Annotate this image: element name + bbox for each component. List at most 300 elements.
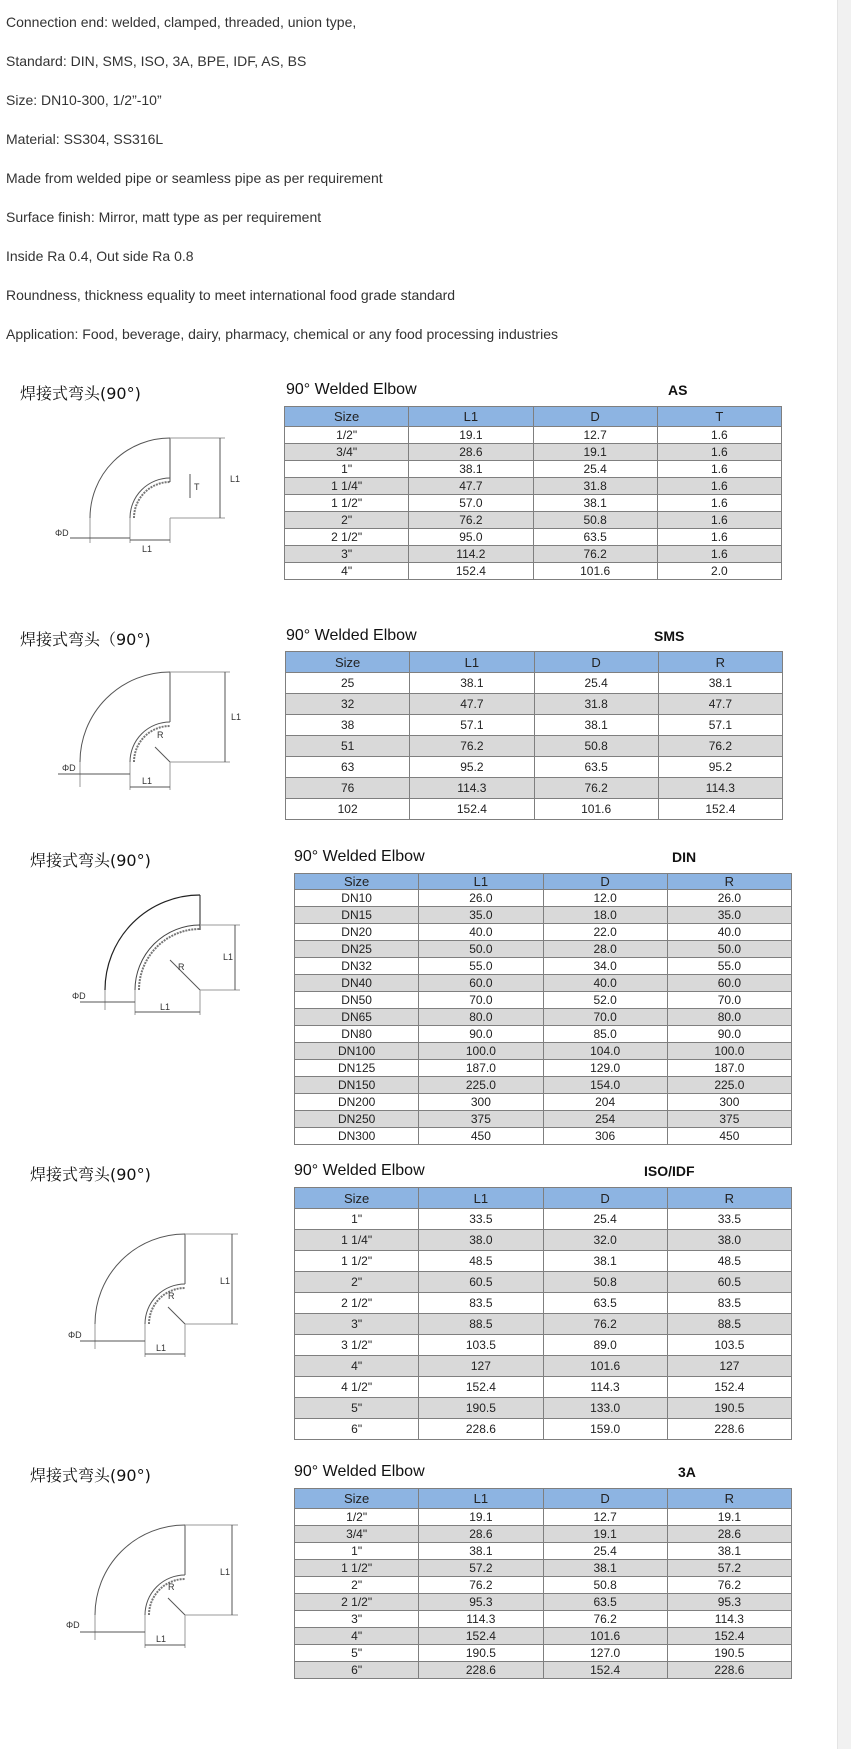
phi-d-label: ΦD bbox=[55, 528, 69, 538]
table-cell: 47.7 bbox=[658, 694, 782, 715]
table-cell: 32.0 bbox=[543, 1230, 667, 1251]
table-cell: 40.0 bbox=[667, 924, 791, 941]
table-cell: 88.5 bbox=[419, 1314, 543, 1335]
table-cell: 28.6 bbox=[667, 1526, 791, 1543]
table-cell: 57.1 bbox=[658, 715, 782, 736]
table-cell: 25 bbox=[286, 673, 410, 694]
table-row bbox=[285, 427, 782, 444]
table-cell: DN80 bbox=[295, 1026, 419, 1043]
table-cell: 19.1 bbox=[533, 444, 657, 461]
table-cell: 152.4 bbox=[419, 1628, 543, 1645]
table-cell: 35.0 bbox=[419, 907, 543, 924]
table-row bbox=[285, 529, 782, 546]
table-cell: 450 bbox=[419, 1128, 543, 1145]
table-cell: 57.2 bbox=[419, 1560, 543, 1577]
table-cell: 70.0 bbox=[543, 1009, 667, 1026]
section-en-title: 90° Welded Elbow bbox=[286, 381, 417, 398]
table-cell: 38.1 bbox=[533, 495, 657, 512]
table-cell: 22.0 bbox=[543, 924, 667, 941]
table-cell: 80.0 bbox=[419, 1009, 543, 1026]
table-cell: 63.5 bbox=[534, 757, 658, 778]
table-cell: DN250 bbox=[295, 1111, 419, 1128]
table-cell: 89.0 bbox=[543, 1335, 667, 1356]
table-row bbox=[286, 694, 783, 715]
table-cell: 55.0 bbox=[667, 958, 791, 975]
spec-line-material: Material: SS304, SS316L bbox=[6, 131, 164, 147]
table-cell: 57.1 bbox=[410, 715, 534, 736]
table-cell: 38.1 bbox=[419, 1543, 543, 1560]
table-cell: 1 1/4" bbox=[295, 1230, 419, 1251]
table-cell: 101.6 bbox=[543, 1356, 667, 1377]
table-cell: 228.6 bbox=[419, 1662, 543, 1679]
table-cell: 114.3 bbox=[419, 1611, 543, 1628]
table-row bbox=[295, 1335, 792, 1356]
table-cell: 1" bbox=[295, 1543, 419, 1560]
r-label: R bbox=[168, 1291, 175, 1301]
table-cell: 5" bbox=[295, 1398, 419, 1419]
table-cell: 25.4 bbox=[543, 1543, 667, 1560]
table-row bbox=[286, 673, 783, 694]
phi-d-label: ΦD bbox=[66, 1620, 80, 1630]
section-en-title: 90° Welded Elbow bbox=[294, 1463, 425, 1480]
elbow-with-radius-icon bbox=[60, 890, 260, 1025]
section-cn-title: 焊接式弯头(90°) bbox=[30, 851, 151, 870]
table-cell: 25.4 bbox=[533, 461, 657, 478]
spec-table-3a bbox=[294, 1488, 792, 1679]
table-cell: 28.6 bbox=[419, 1526, 543, 1543]
table-cell: 31.8 bbox=[533, 478, 657, 495]
table-row bbox=[295, 1060, 792, 1077]
table-cell: 88.5 bbox=[667, 1314, 791, 1335]
table-cell: 33.5 bbox=[667, 1209, 791, 1230]
column-header: D bbox=[543, 1188, 667, 1209]
table-cell: 152.4 bbox=[667, 1628, 791, 1645]
table-cell: DN150 bbox=[295, 1077, 419, 1094]
table-cell: 38.1 bbox=[658, 673, 782, 694]
column-header: L1 bbox=[410, 652, 534, 673]
table-cell: 38.1 bbox=[543, 1251, 667, 1272]
table-cell: 1.6 bbox=[657, 495, 781, 512]
table-cell: 375 bbox=[667, 1111, 791, 1128]
table-cell: 60.5 bbox=[667, 1272, 791, 1293]
table-cell: 95.2 bbox=[658, 757, 782, 778]
column-header: R bbox=[667, 1489, 791, 1509]
table-cell: 1/2" bbox=[295, 1509, 419, 1526]
l1-label: L1 bbox=[156, 1343, 167, 1353]
column-header: R bbox=[667, 1188, 791, 1209]
l1-label: L1 bbox=[160, 1002, 171, 1012]
column-header: R bbox=[667, 874, 791, 890]
table-cell: 127.0 bbox=[543, 1645, 667, 1662]
table-cell: 76.2 bbox=[658, 736, 782, 757]
table-cell: 114.3 bbox=[543, 1377, 667, 1398]
table-cell: 1 1/4" bbox=[285, 478, 409, 495]
table-cell: 114.3 bbox=[658, 778, 782, 799]
table-row bbox=[295, 1094, 792, 1111]
spec-table-sms bbox=[285, 651, 783, 820]
table-cell: 104.0 bbox=[543, 1043, 667, 1060]
table-row bbox=[295, 1077, 792, 1094]
table-cell: 1.6 bbox=[657, 444, 781, 461]
elbow-diagram bbox=[60, 1515, 260, 1655]
table-cell: 50.8 bbox=[543, 1577, 667, 1594]
table-cell: 2 1/2" bbox=[295, 1293, 419, 1314]
table-cell: 114.3 bbox=[410, 778, 534, 799]
table-cell: 114.3 bbox=[667, 1611, 791, 1628]
table-row bbox=[295, 1293, 792, 1314]
column-header: L1 bbox=[419, 874, 543, 890]
table-cell: 300 bbox=[667, 1094, 791, 1111]
table-row bbox=[295, 1026, 792, 1043]
elbow-with-radius-icon bbox=[50, 662, 250, 797]
table-cell: 225.0 bbox=[419, 1077, 543, 1094]
table-cell: 127 bbox=[667, 1356, 791, 1377]
table-cell: 33.5 bbox=[419, 1209, 543, 1230]
table-cell: 190.5 bbox=[419, 1645, 543, 1662]
spec-table-iso-idf bbox=[294, 1187, 792, 1440]
table-cell: 95.2 bbox=[410, 757, 534, 778]
table-cell: 187.0 bbox=[419, 1060, 543, 1077]
table-cell: 1/2" bbox=[285, 427, 409, 444]
elbow-with-radius-icon bbox=[60, 1229, 260, 1364]
table-cell: 60.0 bbox=[667, 975, 791, 992]
table-cell: 225.0 bbox=[667, 1077, 791, 1094]
table-row bbox=[295, 924, 792, 941]
table-row bbox=[295, 1251, 792, 1272]
table-cell: 375 bbox=[419, 1111, 543, 1128]
elbow-with-thickness-icon bbox=[50, 418, 250, 554]
table-cell: 83.5 bbox=[419, 1293, 543, 1314]
table-cell: 50.8 bbox=[533, 512, 657, 529]
elbow-diagram bbox=[50, 662, 250, 797]
table-cell: 101.6 bbox=[534, 799, 658, 820]
table-cell: DN300 bbox=[295, 1128, 419, 1145]
column-header: D bbox=[534, 652, 658, 673]
table-cell: 254 bbox=[543, 1111, 667, 1128]
table-cell: 28.0 bbox=[543, 941, 667, 958]
table-cell: 1.6 bbox=[657, 529, 781, 546]
table-cell: 190.5 bbox=[667, 1645, 791, 1662]
table-row bbox=[295, 890, 792, 907]
column-header: Size bbox=[295, 1188, 419, 1209]
table-cell: 2" bbox=[295, 1272, 419, 1293]
table-cell: 204 bbox=[543, 1094, 667, 1111]
column-header: R bbox=[658, 652, 782, 673]
l1-label: L1 bbox=[156, 1634, 167, 1644]
table-cell: 3" bbox=[295, 1314, 419, 1335]
table-cell: 5" bbox=[295, 1645, 419, 1662]
l1-label: L1 bbox=[230, 474, 241, 484]
column-header: Size bbox=[285, 407, 409, 427]
table-cell: DN32 bbox=[295, 958, 419, 975]
table-cell: 57.0 bbox=[409, 495, 533, 512]
table-row bbox=[295, 1560, 792, 1577]
table-cell: 1 1/2" bbox=[295, 1251, 419, 1272]
table-cell: 1.6 bbox=[657, 461, 781, 478]
table-cell: 19.1 bbox=[667, 1509, 791, 1526]
table-cell: 76.2 bbox=[419, 1577, 543, 1594]
table-cell: 228.6 bbox=[667, 1662, 791, 1679]
table-row bbox=[295, 1377, 792, 1398]
column-header: Size bbox=[286, 652, 410, 673]
table-cell: 50.0 bbox=[419, 941, 543, 958]
table-row bbox=[285, 512, 782, 529]
section-3a bbox=[0, 1460, 838, 1690]
table-row bbox=[295, 1209, 792, 1230]
table-cell: 12.7 bbox=[543, 1509, 667, 1526]
table-cell: 18.0 bbox=[543, 907, 667, 924]
table-cell: 2.0 bbox=[657, 563, 781, 580]
section-en-title: 90° Welded Elbow bbox=[286, 627, 417, 644]
table-cell: 12.0 bbox=[543, 890, 667, 907]
table-cell: 47.7 bbox=[409, 478, 533, 495]
section-en-title: 90° Welded Elbow bbox=[294, 1162, 425, 1179]
table-cell: 4" bbox=[285, 563, 409, 580]
table-cell: 152.4 bbox=[667, 1377, 791, 1398]
section-standard-label: ISO/IDF bbox=[644, 1163, 695, 1179]
table-cell: 95.3 bbox=[667, 1594, 791, 1611]
table-cell: 19.1 bbox=[409, 427, 533, 444]
table-cell: 19.1 bbox=[419, 1509, 543, 1526]
table-cell: 76.2 bbox=[534, 778, 658, 799]
table-cell: 76.2 bbox=[543, 1611, 667, 1628]
table-cell: 52.0 bbox=[543, 992, 667, 1009]
table-cell: 152.4 bbox=[419, 1377, 543, 1398]
table-cell: 26.0 bbox=[667, 890, 791, 907]
section-cn-title: 焊接式弯头(90°) bbox=[20, 384, 141, 403]
table-row bbox=[285, 563, 782, 580]
table-cell: 3/4" bbox=[295, 1526, 419, 1543]
table-cell: 1.6 bbox=[657, 478, 781, 495]
spec-line-surface-finish: Surface finish: Mirror, matt type as per requirement bbox=[6, 209, 322, 225]
table-row bbox=[286, 757, 783, 778]
table-row bbox=[295, 992, 792, 1009]
spec-table-as bbox=[284, 406, 782, 580]
spec-list bbox=[6, 14, 806, 365]
table-cell: 26.0 bbox=[419, 890, 543, 907]
spec-table-din bbox=[294, 873, 792, 1145]
table-cell: 4" bbox=[295, 1356, 419, 1377]
table-cell: 76.2 bbox=[533, 546, 657, 563]
column-header: L1 bbox=[419, 1489, 543, 1509]
elbow-with-radius-icon bbox=[60, 1515, 260, 1655]
table-cell: 83.5 bbox=[667, 1293, 791, 1314]
table-cell: 63.5 bbox=[543, 1293, 667, 1314]
table-row bbox=[295, 975, 792, 992]
table-cell: 76.2 bbox=[410, 736, 534, 757]
table-row bbox=[295, 941, 792, 958]
table-cell: 80.0 bbox=[667, 1009, 791, 1026]
phi-d-label: ΦD bbox=[68, 1330, 82, 1340]
table-cell: 38.1 bbox=[410, 673, 534, 694]
table-row bbox=[295, 1577, 792, 1594]
table-cell: 3/4" bbox=[285, 444, 409, 461]
table-row bbox=[295, 1611, 792, 1628]
table-cell: 114.2 bbox=[409, 546, 533, 563]
table-cell: 300 bbox=[419, 1094, 543, 1111]
table-cell: 38.1 bbox=[543, 1560, 667, 1577]
table-cell: DN50 bbox=[295, 992, 419, 1009]
l1-label: L1 bbox=[231, 712, 242, 722]
table-cell: 38.1 bbox=[409, 461, 533, 478]
column-header: L1 bbox=[419, 1188, 543, 1209]
table-row bbox=[286, 736, 783, 757]
table-cell: DN15 bbox=[295, 907, 419, 924]
table-cell: DN10 bbox=[295, 890, 419, 907]
column-header: D bbox=[543, 1489, 667, 1509]
table-cell: 3 1/2" bbox=[295, 1335, 419, 1356]
elbow-diagram bbox=[60, 890, 260, 1025]
table-cell: DN40 bbox=[295, 975, 419, 992]
table-cell: DN20 bbox=[295, 924, 419, 941]
table-cell: DN65 bbox=[295, 1009, 419, 1026]
section-cn-title: 焊接式弯头（90°) bbox=[20, 630, 151, 649]
table-row bbox=[295, 1628, 792, 1645]
table-cell: 228.6 bbox=[667, 1419, 791, 1440]
table-row bbox=[295, 1543, 792, 1560]
table-cell: 4" bbox=[295, 1628, 419, 1645]
table-row bbox=[295, 1230, 792, 1251]
l1-label: L1 bbox=[142, 776, 153, 786]
table-cell: 4 1/2" bbox=[295, 1377, 419, 1398]
table-cell: DN25 bbox=[295, 941, 419, 958]
table-cell: 2" bbox=[285, 512, 409, 529]
table-row bbox=[295, 1398, 792, 1419]
table-cell: 152.4 bbox=[409, 563, 533, 580]
l1-label: L1 bbox=[142, 544, 153, 554]
spec-line-roughness: Inside Ra 0.4, Out side Ra 0.8 bbox=[6, 248, 194, 264]
phi-d-label: ΦD bbox=[72, 991, 86, 1001]
table-cell: 85.0 bbox=[543, 1026, 667, 1043]
table-cell: 48.5 bbox=[667, 1251, 791, 1272]
table-cell: 1 1/2" bbox=[295, 1560, 419, 1577]
l1-label: L1 bbox=[220, 1276, 231, 1286]
table-cell: 102 bbox=[286, 799, 410, 820]
table-row bbox=[295, 1009, 792, 1026]
table-cell: 6" bbox=[295, 1419, 419, 1440]
table-cell: 60.0 bbox=[419, 975, 543, 992]
table-cell: DN125 bbox=[295, 1060, 419, 1077]
table-cell: 152.4 bbox=[543, 1662, 667, 1679]
table-cell: 90.0 bbox=[667, 1026, 791, 1043]
table-row bbox=[295, 1645, 792, 1662]
spec-line-application: Application: Food, beverage, dairy, pharmacy, chemical or any food processing industries bbox=[6, 326, 558, 342]
table-cell: 50.8 bbox=[534, 736, 658, 757]
table-cell: 103.5 bbox=[667, 1335, 791, 1356]
elbow-diagram bbox=[50, 418, 250, 554]
table-cell: 2 1/2" bbox=[285, 529, 409, 546]
section-cn-title: 焊接式弯头(90°) bbox=[30, 1466, 151, 1485]
column-header: T bbox=[657, 407, 781, 427]
table-cell: 187.0 bbox=[667, 1060, 791, 1077]
table-cell: 48.5 bbox=[419, 1251, 543, 1272]
table-row bbox=[295, 1526, 792, 1543]
table-cell: 95.0 bbox=[409, 529, 533, 546]
table-cell: 50.8 bbox=[543, 1272, 667, 1293]
table-cell: 103.5 bbox=[419, 1335, 543, 1356]
table-row bbox=[286, 715, 783, 736]
table-cell: 40.0 bbox=[419, 924, 543, 941]
table-cell: 70.0 bbox=[667, 992, 791, 1009]
table-row bbox=[295, 1594, 792, 1611]
table-cell: 70.0 bbox=[419, 992, 543, 1009]
table-cell: 95.3 bbox=[419, 1594, 543, 1611]
table-cell: 1.6 bbox=[657, 427, 781, 444]
table-row bbox=[295, 1272, 792, 1293]
table-cell: 159.0 bbox=[543, 1419, 667, 1440]
table-row bbox=[295, 958, 792, 975]
l1-label: L1 bbox=[220, 1567, 231, 1577]
table-cell: 63.5 bbox=[543, 1594, 667, 1611]
r-label: R bbox=[178, 962, 185, 972]
phi-d-label: ΦD bbox=[62, 763, 76, 773]
table-cell: 3" bbox=[285, 546, 409, 563]
table-cell: 57.2 bbox=[667, 1560, 791, 1577]
spec-line-standard: Standard: DIN, SMS, ISO, 3A, BPE, IDF, AS, BS bbox=[6, 53, 307, 69]
section-en-title: 90° Welded Elbow bbox=[294, 848, 425, 865]
section-standard-label: SMS bbox=[654, 628, 685, 644]
l1-label: L1 bbox=[223, 952, 234, 962]
section-sms bbox=[0, 624, 838, 824]
table-cell: 40.0 bbox=[543, 975, 667, 992]
table-cell: 152.4 bbox=[410, 799, 534, 820]
table-cell: 38.1 bbox=[667, 1543, 791, 1560]
table-row bbox=[286, 799, 783, 820]
table-row bbox=[295, 1043, 792, 1060]
table-cell: 47.7 bbox=[410, 694, 534, 715]
table-cell: 1 1/2" bbox=[285, 495, 409, 512]
column-header: Size bbox=[295, 1489, 419, 1509]
table-row bbox=[295, 1356, 792, 1377]
spec-line-roundness: Roundness, thickness equality to meet international food grade standard bbox=[6, 287, 456, 303]
table-cell: DN100 bbox=[295, 1043, 419, 1060]
table-cell: 133.0 bbox=[543, 1398, 667, 1419]
table-cell: 100.0 bbox=[667, 1043, 791, 1060]
table-cell: 38 bbox=[286, 715, 410, 736]
table-row bbox=[295, 1509, 792, 1526]
table-row bbox=[285, 495, 782, 512]
table-cell: 63.5 bbox=[533, 529, 657, 546]
table-row bbox=[285, 546, 782, 563]
table-row bbox=[295, 1662, 792, 1679]
table-cell: 76 bbox=[286, 778, 410, 799]
section-iso-idf bbox=[0, 1159, 838, 1449]
section-cn-title: 焊接式弯头(90°) bbox=[30, 1165, 151, 1184]
section-standard-label: 3A bbox=[678, 1464, 696, 1480]
spec-line-size: Size: DN10-300, 1/2”-10” bbox=[6, 92, 162, 108]
table-cell: 306 bbox=[543, 1128, 667, 1145]
r-label: R bbox=[168, 1582, 175, 1592]
table-cell: 3" bbox=[295, 1611, 419, 1628]
r-label: R bbox=[157, 730, 164, 740]
column-header: D bbox=[533, 407, 657, 427]
table-cell: 450 bbox=[667, 1128, 791, 1145]
table-row bbox=[285, 444, 782, 461]
table-cell: 190.5 bbox=[667, 1398, 791, 1419]
table-cell: 127 bbox=[419, 1356, 543, 1377]
table-cell: 1.6 bbox=[657, 546, 781, 563]
table-row bbox=[295, 1314, 792, 1335]
table-cell: 76.2 bbox=[667, 1577, 791, 1594]
table-cell: 25.4 bbox=[543, 1209, 667, 1230]
table-cell: 19.1 bbox=[543, 1526, 667, 1543]
section-standard-label: DIN bbox=[672, 849, 697, 865]
page-scrollbar[interactable] bbox=[837, 0, 851, 1749]
table-cell: 1.6 bbox=[657, 512, 781, 529]
table-row bbox=[295, 1111, 792, 1128]
table-cell: 154.0 bbox=[543, 1077, 667, 1094]
table-cell: 12.7 bbox=[533, 427, 657, 444]
